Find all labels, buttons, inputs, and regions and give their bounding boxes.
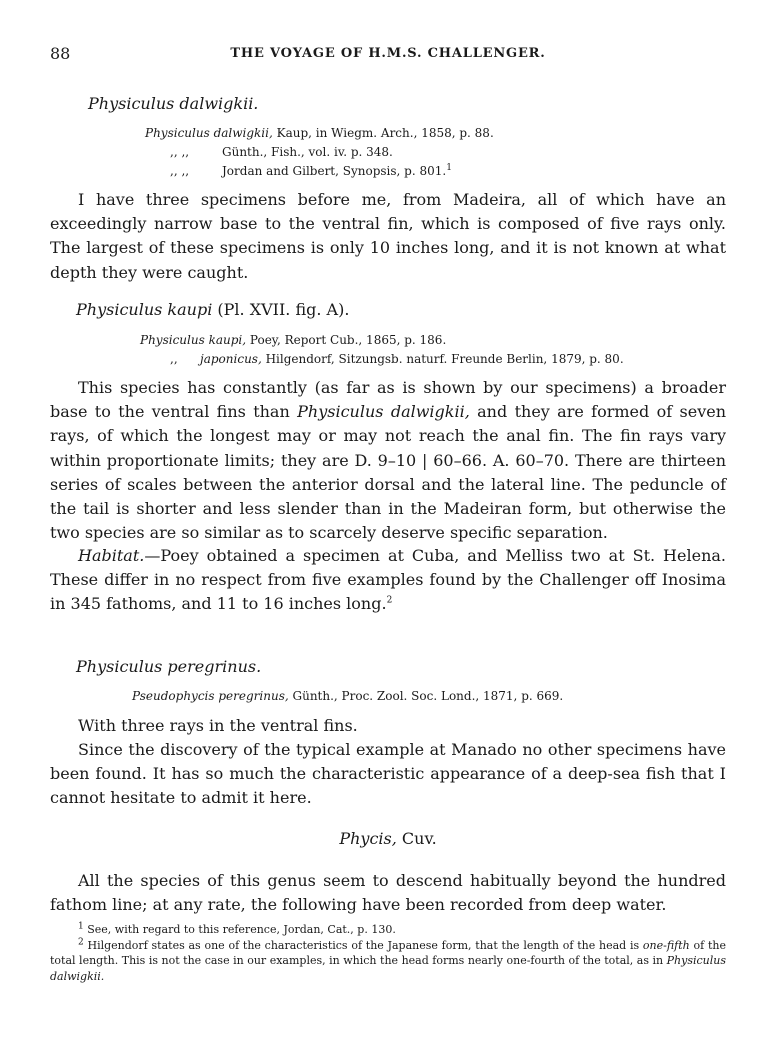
species-ref: Physiculus dalwigkii,: [297, 402, 470, 422]
synonym-reference: Poey, Report Cub., 1865, p. 186.: [246, 333, 447, 347]
habitat-label: Habitat.: [78, 546, 145, 565]
paragraph-peregrinus-1: With three rays in the ventral fins.: [78, 716, 358, 735]
footnotes: [50, 922, 726, 984]
footnote-emphasis: one-fifth: [642, 938, 690, 952]
genus-name: Phycis,: [339, 829, 397, 848]
synonym-reference: Jordan and Gilbert, Synopsis, p. 801.: [222, 164, 447, 178]
paragraph-phycis: All the species of this genus seem to descend habitually beyond the hundred fathom line; at any rate, the following have been recorded from deep water.: [50, 871, 726, 915]
synonym-line: [170, 164, 452, 178]
paragraph-habitat: [50, 544, 726, 617]
running-title: THE VOYAGE OF H.M.S. CHALLENGER.: [230, 46, 546, 61]
species-name: Physiculus kaupi: [76, 300, 213, 319]
species-title-kaupi: [76, 300, 349, 319]
synonym-name: Physiculus dalwigkii,: [145, 126, 273, 140]
paragraph-dalwigkii: I have three specimens before me, from Madeira, all of which have an exceedingly narrow base to the ventral fin, which is composed of five rays only. The largest of these specimens is only 10 inches long, and it is not known at what depth they were caught.: [50, 190, 726, 282]
footnote-text: See, with regard to this reference, Jordan, Cat., p. 130.: [83, 923, 396, 936]
footnote-species: Physiculus dalwigkii.: [50, 954, 726, 983]
paragraph-text: This species has constantly (as far as is shown by our specimens) a broader base to the ventral fins than: [50, 378, 726, 422]
footnote-text: Hilgendorf states as one of the characteristics of the Japanese form, that the length of the head is: [83, 938, 643, 952]
genus-title-phycis: [0, 829, 776, 848]
synonym-reference: Kaup, in Wiegm. Arch., 1858, p. 88.: [272, 126, 494, 140]
species-title-dalwigkii: Physiculus dalwigkii.: [88, 94, 259, 113]
footnote-2: [50, 938, 726, 985]
synonym-name: Physiculus kaupi,: [140, 333, 247, 347]
page-number: 88: [50, 44, 71, 63]
synonym-line: [170, 352, 624, 366]
genus-author: Cuv.: [396, 829, 437, 848]
footnote-ref-1: 1: [446, 163, 452, 173]
ditto-marks: ,, ,,: [170, 145, 190, 159]
synonym-line: [145, 126, 494, 140]
paragraph-text: —Poey obtained a specimen at Cuba, and Melliss two at St. Helena. These differ in no respect from five examples found by the Challenger off Inosima in 345 fathoms, and 11 to 16 inches long.: [50, 546, 726, 614]
paragraph-text: and they are formed of seven rays, of which the longest may or may not reach the anal fin. The fin rays vary within proportionate limits; they are D. 9–10 | 60–66. A. 60–70. There are thirteen series of scales between the anterior dorsal and the lateral line. The peduncle of the tail is shorter and less slender than in the Madeiran form, but otherwise the two species are so similar as to scarcely deserve specific separation.: [50, 402, 727, 543]
paragraph-kaupi: [50, 376, 726, 545]
synonym-line: [132, 689, 563, 703]
synonym-reference: Günth., Proc. Zool. Soc. Lond., 1871, p. 669.: [288, 689, 564, 703]
synonym-name: Pseudophycis peregrinus,: [132, 689, 289, 703]
ditto-marks: ,,: [170, 352, 178, 366]
footnote-text: of the total length. This is not the case in our examples, in which the head forms nearly one-fourth of the total, as in: [50, 938, 726, 967]
footnote-mark: 2: [78, 936, 84, 947]
footnote-ref-2: 2: [386, 596, 393, 607]
plate-reference: (Pl. XVII. fig. A).: [212, 300, 350, 319]
synonym-name: japonicus,: [200, 352, 262, 366]
synonym-reference: Hilgendorf, Sitzungsb. naturf. Freunde Berlin, 1879, p. 80.: [261, 352, 624, 366]
ditto-marks: ,, ,,: [170, 164, 190, 178]
page-header: [50, 44, 726, 66]
synonym-reference: Günth., Fish., vol. iv. p. 348.: [222, 145, 393, 159]
footnote-1: [50, 922, 726, 938]
footnote-mark: 1: [78, 921, 84, 932]
synonym-line: [170, 145, 393, 159]
synonym-line: [140, 333, 446, 347]
paragraph-peregrinus-2: Since the discovery of the typical example at Manado no other specimens have been found. It has so much the characteristic appearance of a deep-sea fish that I cannot hesitate to admit it here.: [50, 740, 726, 808]
species-title-peregrinus: Physiculus peregrinus.: [76, 657, 262, 676]
